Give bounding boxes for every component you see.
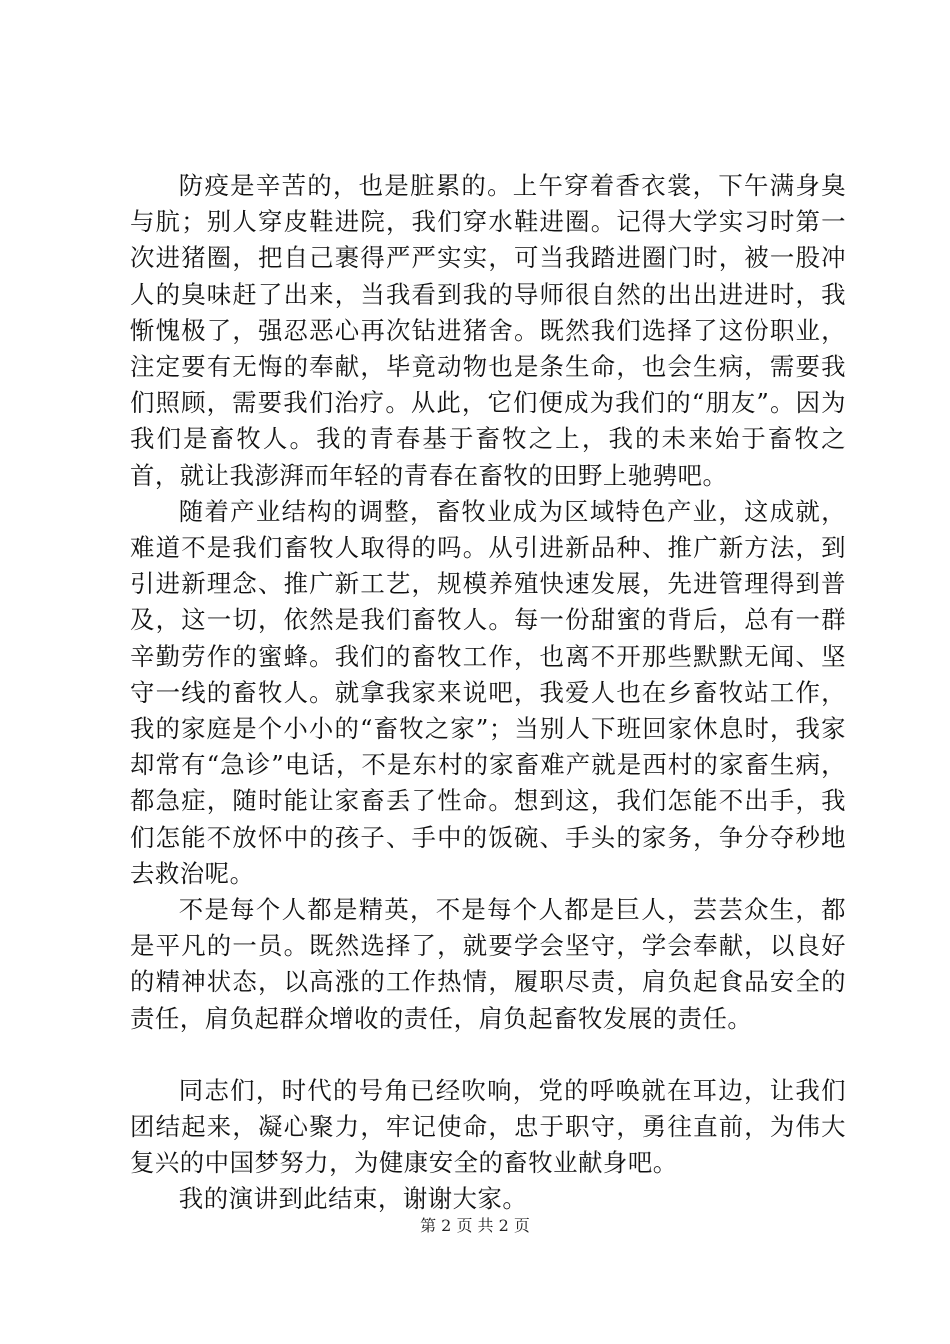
paragraph-3: 不是每个人都是精英，不是每个人都是巨人，芸芸众生，都是平凡的一员。既然选择了，就要学会坚守，学会奉献，以良好的精神状态，以高涨的工作热情，履职尽责，肩负起食品安全的责任，肩负起群众增收的责任，肩负起畜牧发展的责任。 — [130, 895, 846, 1033]
paragraph-2: 随着产业结构的调整，畜牧业成为区域特色产业，这成就，难道不是我们畜牧人取得的吗。从引进新品种、推广新方法，到引进新理念、推广新工艺，规模养殖快速发展，先进管理得到普及，这一切，依然是我们畜牧人。每一份甜蜜的背后，总有一群辛勤劳作的蜜蜂。我们的畜牧工作，也离不开那些默默无闻、坚守一线的畜牧人。就拿我家来说吧，我爱人也在乡畜牧站工作，我的家庭是个小小的“畜牧之家”；当别人下班回家休息时，我家却常有“急诊”电话，不是东村的家畜难产就是西村的家畜生病，都急症，随时能让家畜丢了性命。想到这，我们怎能不出手，我们怎能不放怀中的孩子、手中的饭碗、手头的家务，争分夺秒地去救治呢。 — [130, 496, 846, 888]
document-body — [130, 168, 846, 1218]
paragraph-spacer — [130, 1037, 846, 1073]
page-number-footer: 第 2 页 共 2 页 — [420, 1216, 530, 1235]
paragraph-4: 同志们，时代的号角已经吹响，党的呼唤就在耳边，让我们团结起来，凝心聚力，牢记使命，忠于职守，勇往直前，为伟大复兴的中国梦努力，为健康安全的畜牧业献身吧。 — [130, 1075, 846, 1178]
paragraph-5: 我的演讲到此结束，谢谢大家。 — [178, 1184, 528, 1214]
paragraph-1: 防疫是辛苦的，也是脏累的。上午穿着香衣裳，下午满身臭与肮；别人穿皮鞋进院，我们穿水鞋进圈。记得大学实习时第一次进猪圈，把自己裹得严严实实，可当我踏进圈门时，被一股冲人的臭味赶了出来，当我看到我的导师很自然的出出进进时，我惭愧极了，强忍恶心再次钻进猪舍。既然我们选择了这份职业，注定要有无悔的奉献，毕竟动物也是条生命，也会生病，需要我们照顾，需要我们治疗。从此，它们便成为我们的“朋友”。因为我们是畜牧人。我的青春基于畜牧之上，我的未来始于畜牧之首，就让我澎湃而年轻的青春在畜牧的田野上驰骋吧。 — [130, 171, 846, 490]
